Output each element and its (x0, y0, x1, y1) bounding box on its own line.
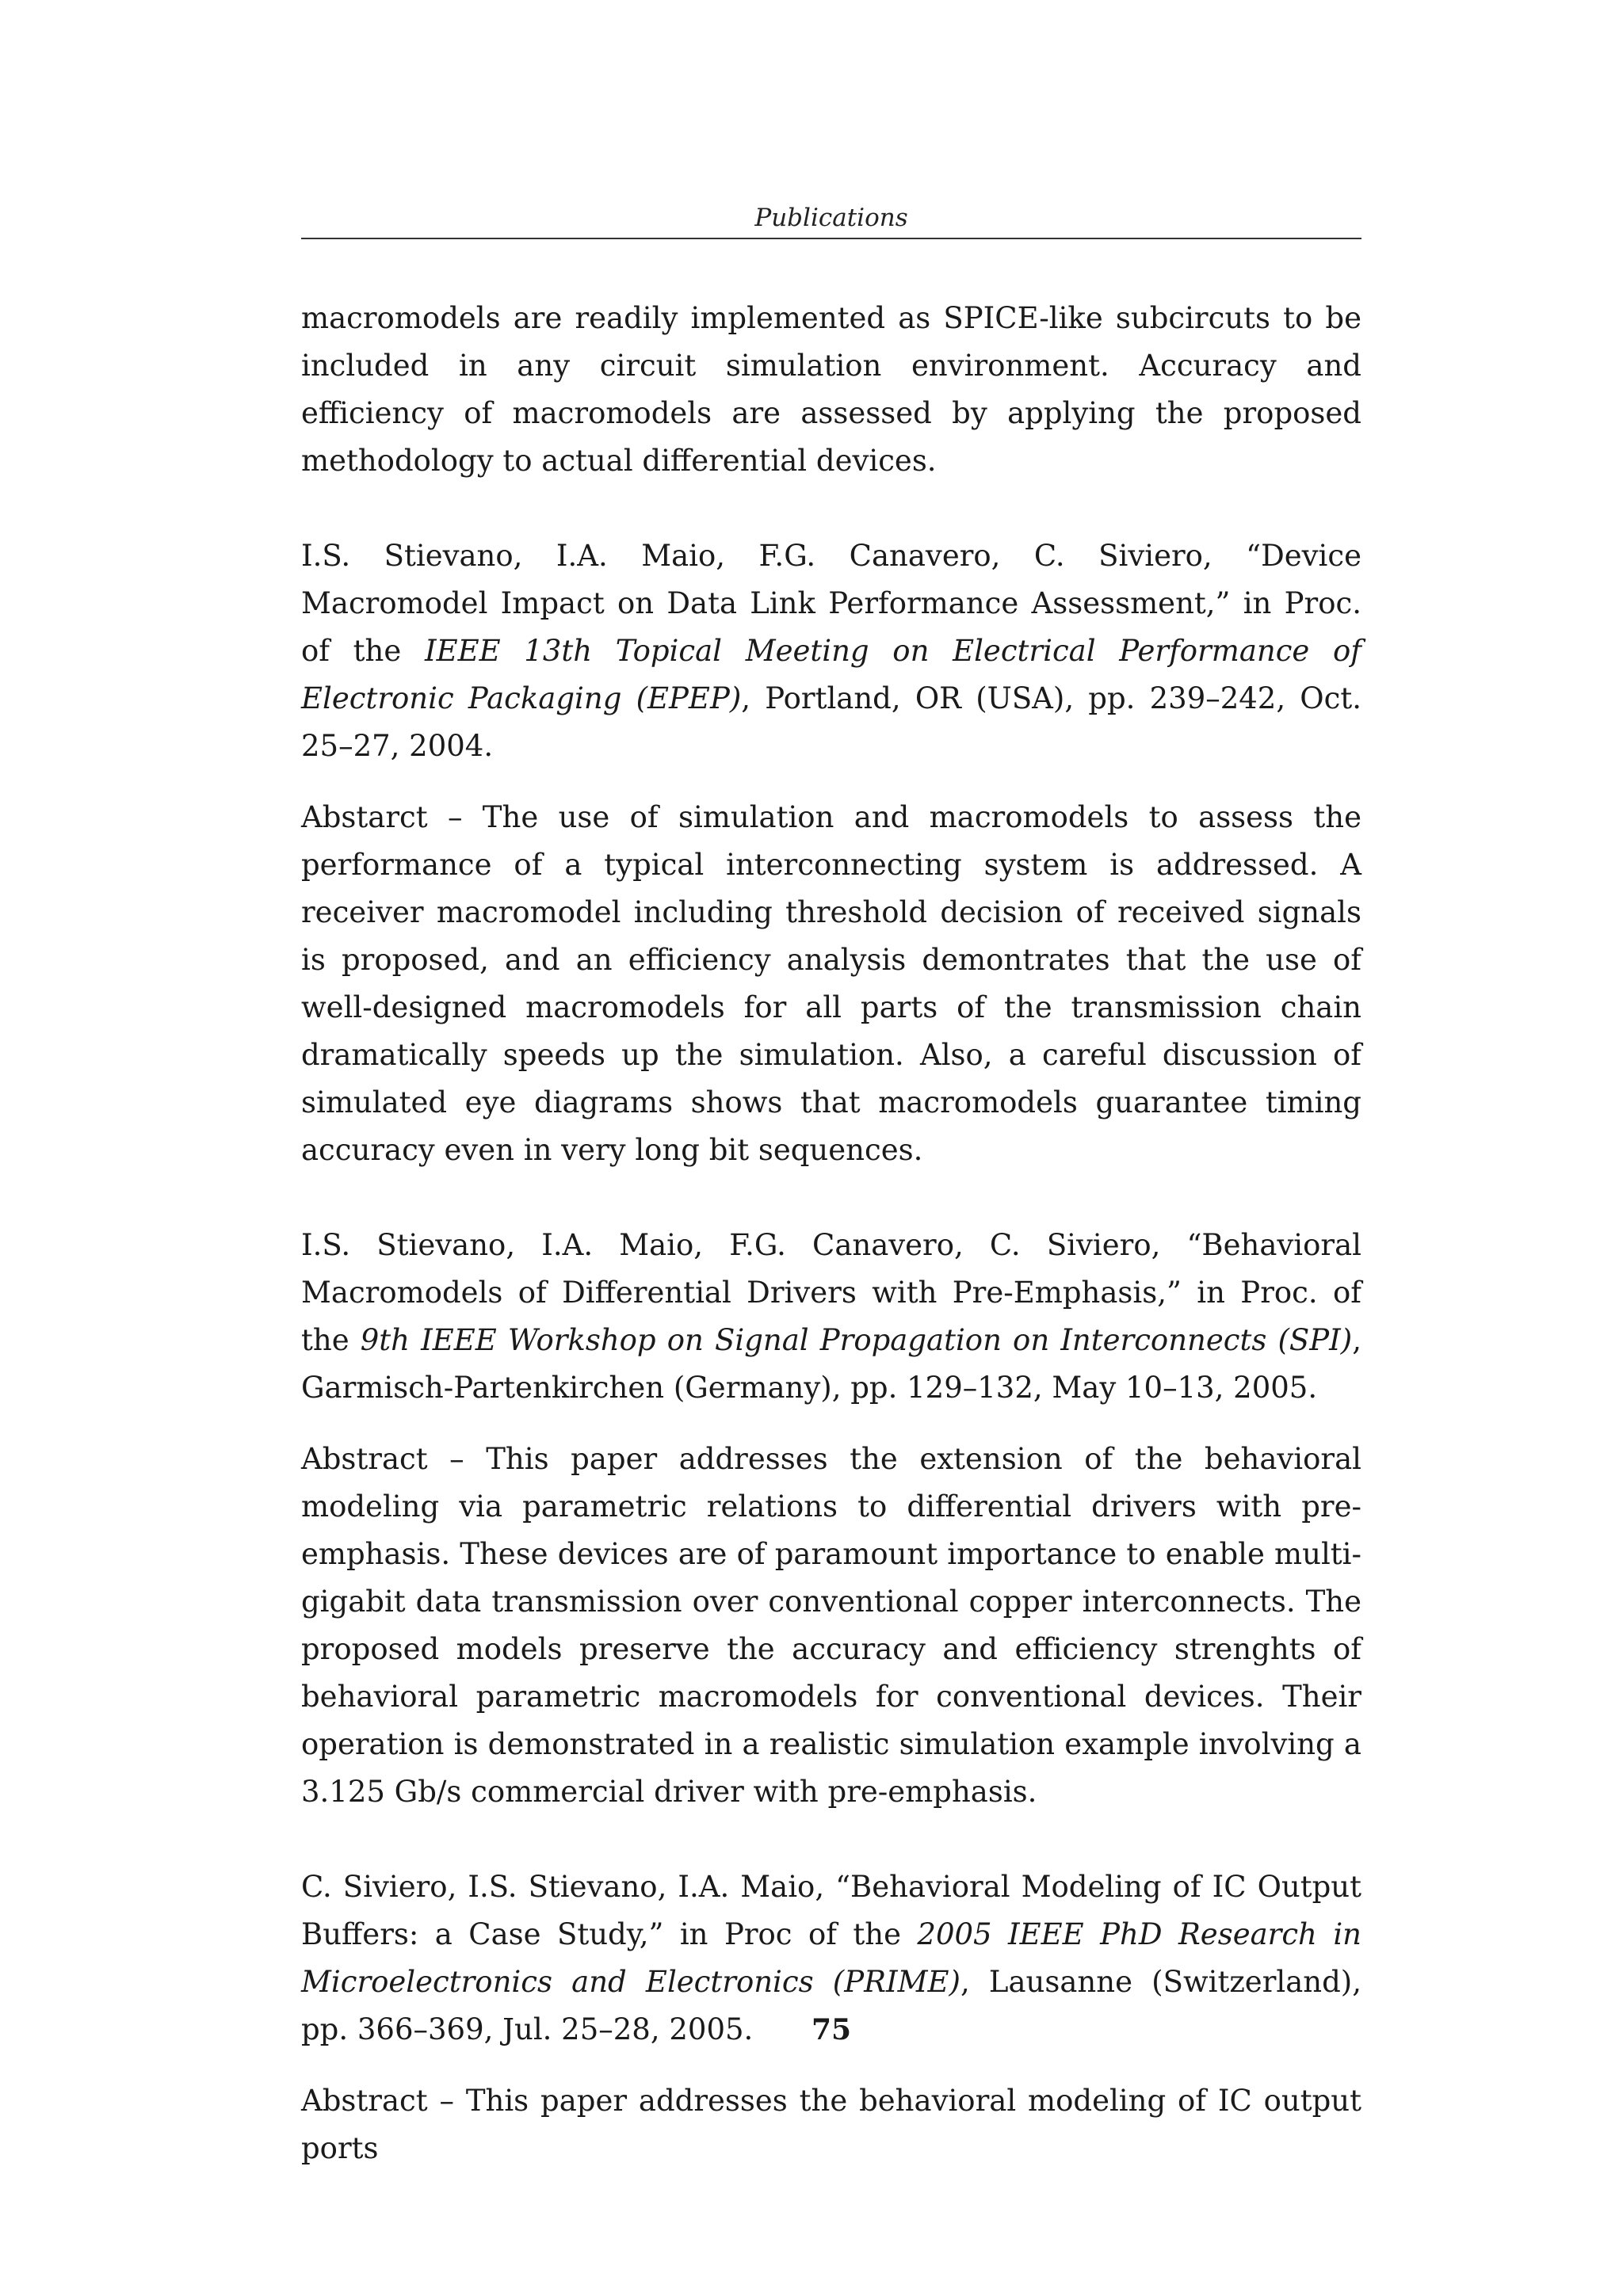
spacer (301, 1412, 1361, 1436)
citation-authors-title: I.S. Stievano, I.A. Maio, F.G. Canavero, C. Siviero, “Behavioral Macromodels of Differential Drivers with Pre-Emphasis,” in Proc. of the (301, 1228, 1361, 1357)
citation-details: , Portland, OR (USA), pp. 239–242, Oct. 25–27, 2004. (301, 681, 1361, 763)
header-rule (301, 238, 1361, 239)
spacer (301, 1816, 1361, 1863)
publication-abstract: Abstract – This paper addresses the extension of the behavioral modeling via parametric relations to differential drivers with pre-emphasis. These devices are of paramount importance to enable multi-gigabit data transmission over conventional copper interconnects. The proposed models preserve the accuracy and efficiency strenghts of behavioral parametric macromodels for conventional devices. Their operation is demonstrated in a realistic simulation example involving a 3.125 Gb/s commercial driver with pre-emphasis. (301, 1442, 1361, 1809)
citation-authors-title: C. Siviero, I.S. Stievano, I.A. Maio, “Behavioral Modeling of IC Output Buffers: a Case Study,” in Proc of the (301, 1870, 1361, 1951)
continuation-paragraph: macromodels are readily implemented as SPICE-like subcircuts to be included in any circuit simulation environment. Accuracy and efficiency of macromodels are assessed by applying the proposed methodology to actual differential devices. (301, 301, 1361, 478)
spacer (301, 1174, 1361, 1222)
page-body (301, 295, 1361, 2172)
running-head: Publications (754, 204, 908, 232)
spacer (301, 2054, 1361, 2077)
page-number: 75 (811, 2013, 852, 2046)
citation-venue: IEEE 13th Topical Meeting on Electrical Performance of Electronic Packaging (EPEP) (301, 634, 1361, 715)
spacer (301, 485, 1361, 532)
citation-authors-title: I.S. Stievano, I.A. Maio, F.G. Canavero, C. Siviero, “Device Macromodel Impact on Data Link Performance Assessment,” in Proc. of the (301, 539, 1361, 668)
publication-abstract: Abstract – This paper addresses the behavioral modeling of IC output ports (301, 2084, 1361, 2165)
citation-details: , Garmisch-Partenkirchen (Germany), pp. 129–132, May 10–13, 2005. (301, 1323, 1361, 1405)
publication-citation (301, 1222, 1361, 1412)
publication-citation (301, 532, 1361, 770)
publication-abstract: Abstarct – The use of simulation and macromodels to assess the performance of a typical interconnecting system is addressed. A receiver macromodel including threshold decision of received signals is proposed, and an efficiency analysis demontrates that the use of well-designed macromodels for all parts of the transmission chain dramatically speeds up the simulation. Also, a careful discussion of simulated eye diagrams shows that macromodels guarantee timing accuracy even in very long bit sequences. (301, 800, 1361, 1167)
citation-venue: 2005 IEEE PhD Research in Microelectronics and Electronics (PRIME) (301, 1917, 1361, 1999)
citation-details: , Lausanne (Switzerland), pp. 366–369, Jul. 25–28, 2005. (301, 1965, 1361, 2046)
spacer (301, 770, 1361, 794)
citation-venue: 9th IEEE Workshop on Signal Propagation on Interconnects (SPI) (360, 1323, 1353, 1357)
